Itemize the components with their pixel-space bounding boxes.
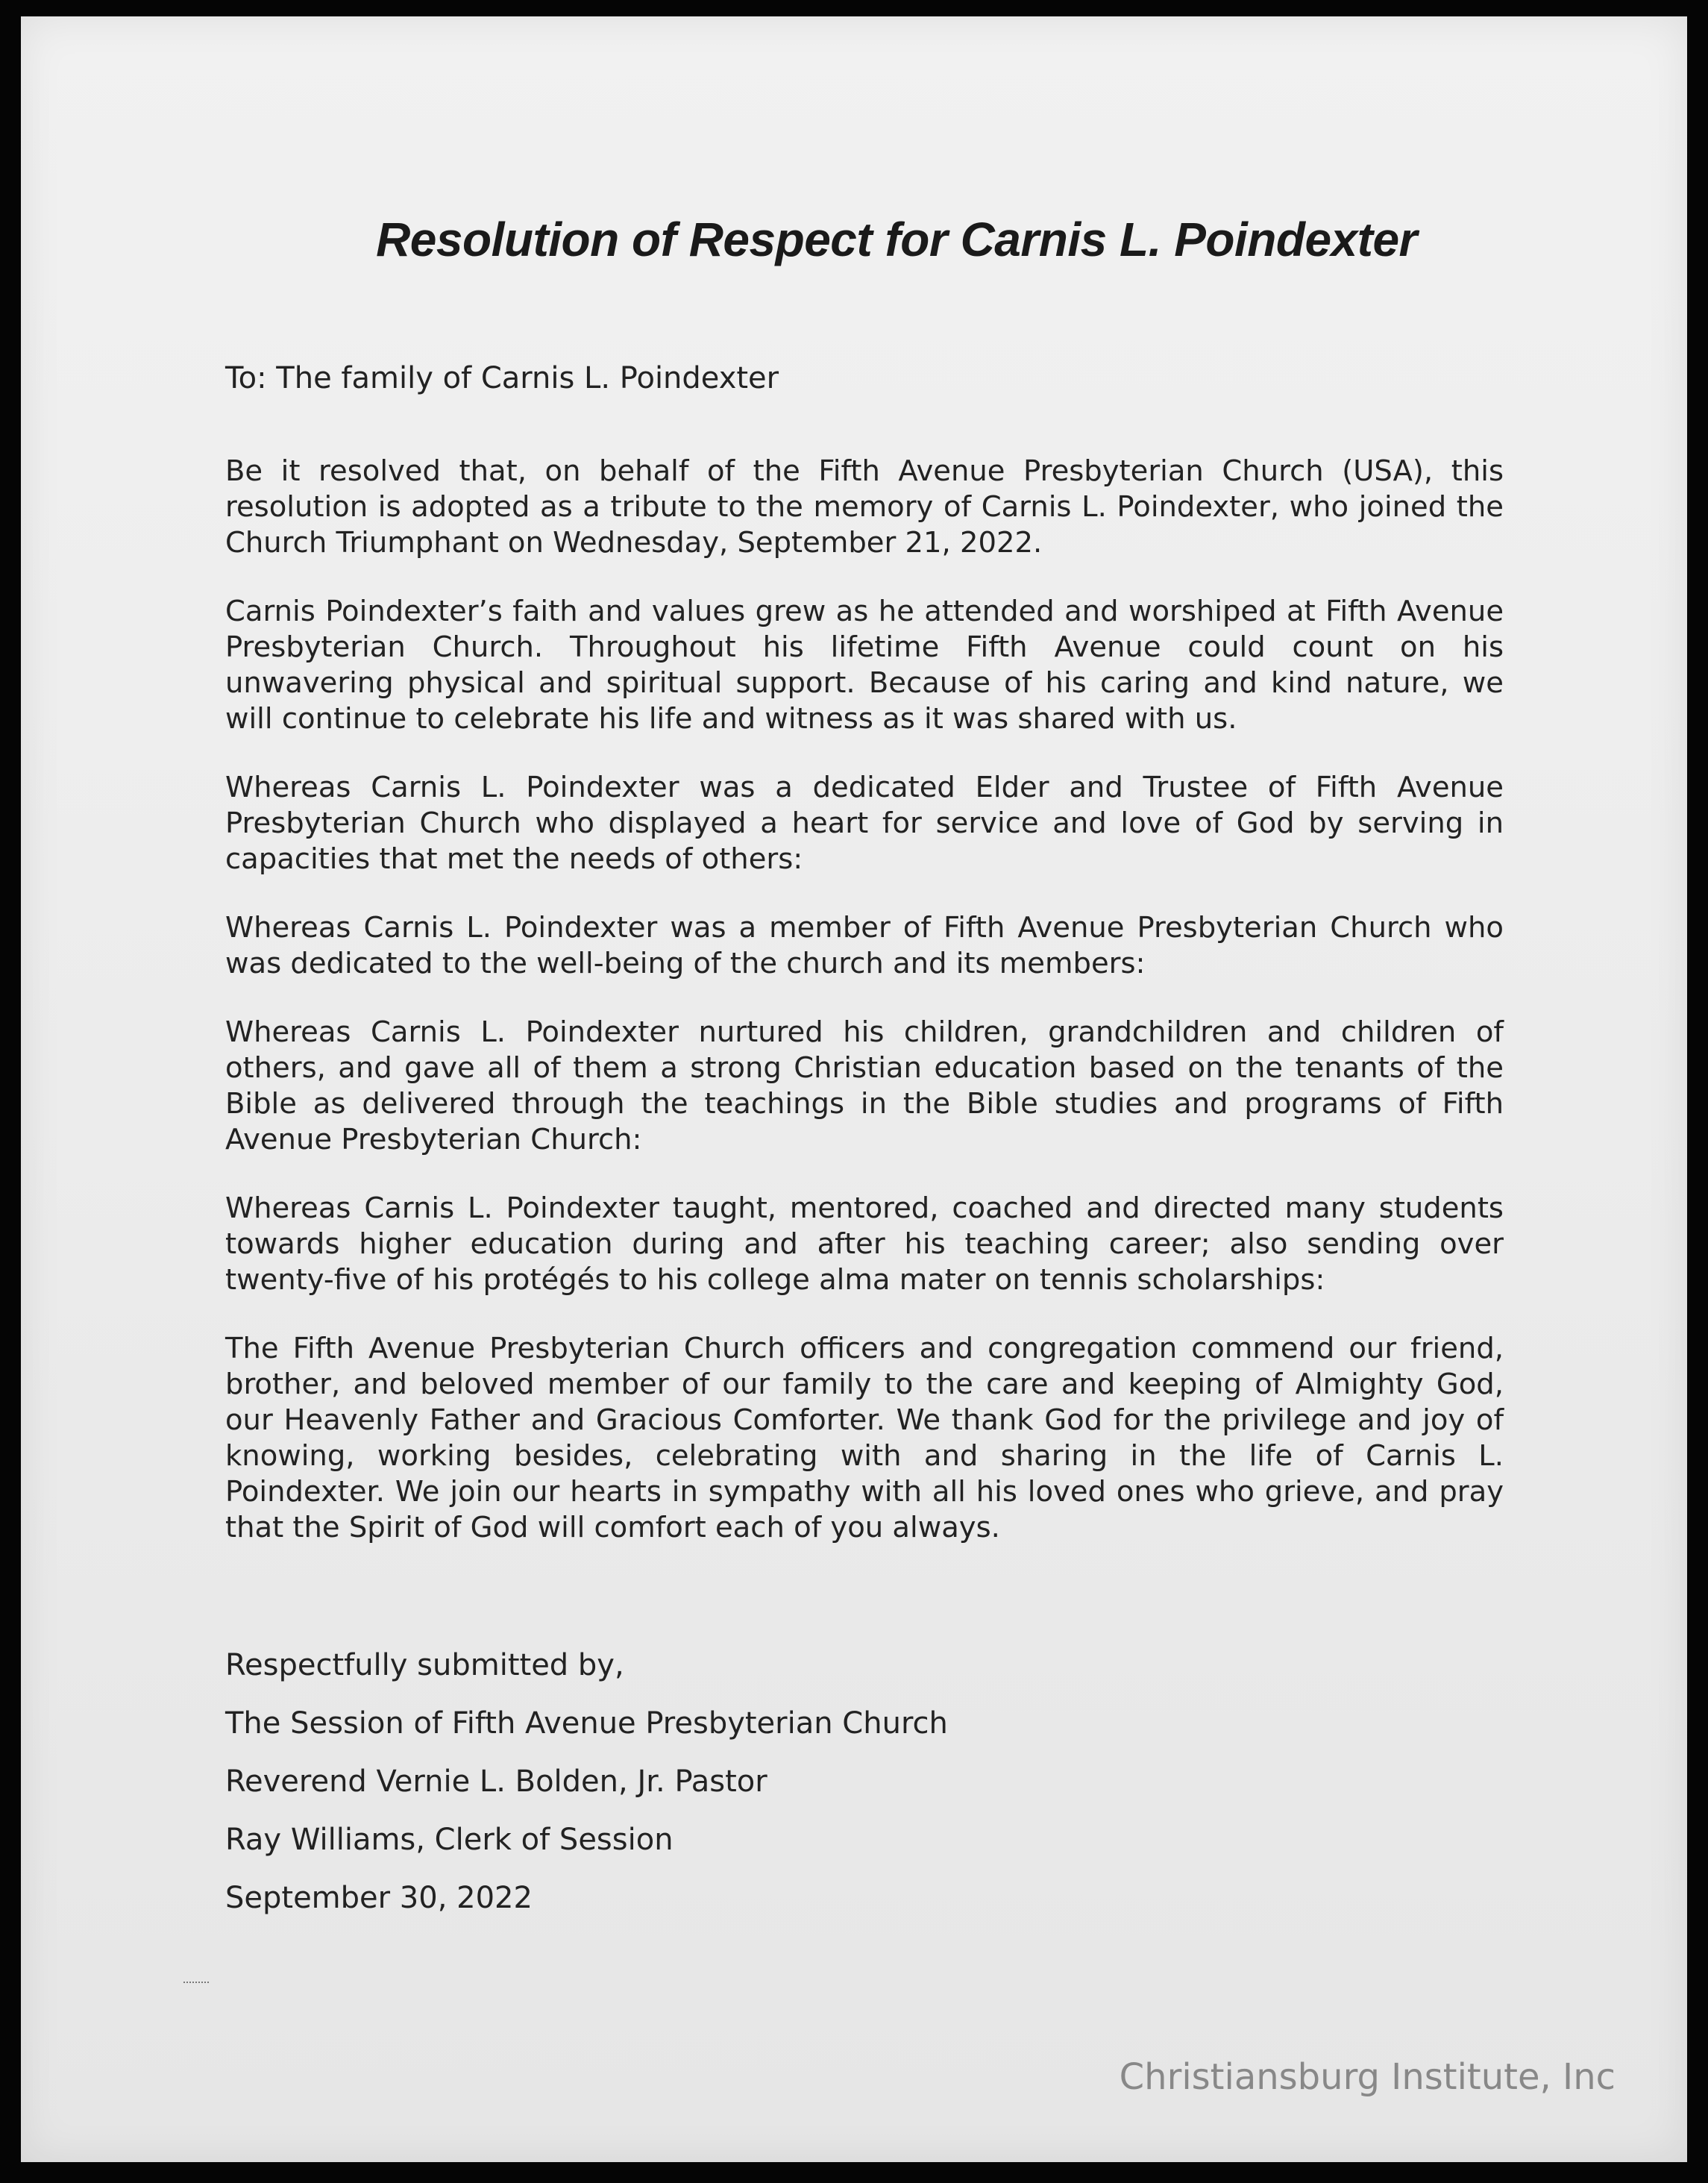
paragraph-whereas-taught: Whereas Carnis L. Poindexter taught, mentored, coached and directed many students towards higher education during and after his teaching career; also sending over twenty-five of his protégés to his college alma mater on tennis scholarships:: [225, 1191, 1504, 1297]
paragraph-whereas-elder: Whereas Carnis L. Poindexter was a dedicated Elder and Trustee of Fifth Avenue Presbyterian Church who displayed a heart for service and love of God by serving in capacities that met the needs of others:: [225, 771, 1504, 876]
paragraph-whereas-member: Whereas Carnis L. Poindexter was a member of Fifth Avenue Presbyterian Church who was dedicated to the well-being of the church and its members:: [225, 911, 1504, 980]
resolution-body: [225, 454, 1504, 1579]
paragraph-commendation: The Fifth Avenue Presbyterian Church officers and congregation commend our friend, brother, and beloved member of our family to the care and keeping of Almighty God, our Heavenly Father and Gracious Comforter. We thank God for the privilege and joy of knowing, working besides, celebrating with and sharing in the life of Carnis L. Poindexter. We join our hearts in sympathy with all his loved ones who grieve, and pray that the Spirit of God will comfort each of you always.: [225, 1332, 1504, 1544]
signoff-block: [225, 1647, 948, 1938]
watermark: Christiansburg Institute, Inc: [1119, 2056, 1616, 2098]
paragraph-faith: Carnis Poindexter’s faith and values grew as he attended and worshiped at Fifth Avenue Presbyterian Church. Throughout his lifetime Fifth Avenue could count on his unwavering physical and spiritual support. Because of his caring and kind nature, we will continue to celebrate his life and witness as it was shared with us.: [225, 595, 1504, 736]
salutation: To: The family of Carnis L. Poindexter: [225, 361, 779, 395]
paper-speck: [183, 1982, 209, 1986]
paragraph-resolved: Be it resolved that, on behalf of the Fifth Avenue Presbyterian Church (USA), this resolution is adopted as a tribute to the memory of Carnis L. Poindexter, who joined the Church Triumphant on Wednesday, September 21, 2022.: [225, 454, 1504, 560]
signoff-intro: Respectfully submitted by,: [225, 1648, 624, 1682]
paragraph-whereas-nurtured: Whereas Carnis L. Poindexter nurtured his children, grandchildren and children of others, and gave all of them a strong Christian education based on the tenants of the Bible as delivered through the teachings in the Bible studies and programs of Fifth Avenue Presbyterian Church:: [225, 1015, 1504, 1156]
paper-sheet: [21, 16, 1687, 2162]
signoff-date: September 30, 2022: [225, 1881, 533, 1915]
signoff-session: The Session of Fifth Avenue Presbyterian Church: [225, 1706, 948, 1741]
signoff-clerk: Ray Williams, Clerk of Session: [225, 1823, 674, 1857]
signoff-pastor: Reverend Vernie L. Bolden, Jr. Pastor: [225, 1764, 767, 1799]
document-title: Resolution of Respect for Carnis L. Poindexter: [376, 213, 1417, 266]
